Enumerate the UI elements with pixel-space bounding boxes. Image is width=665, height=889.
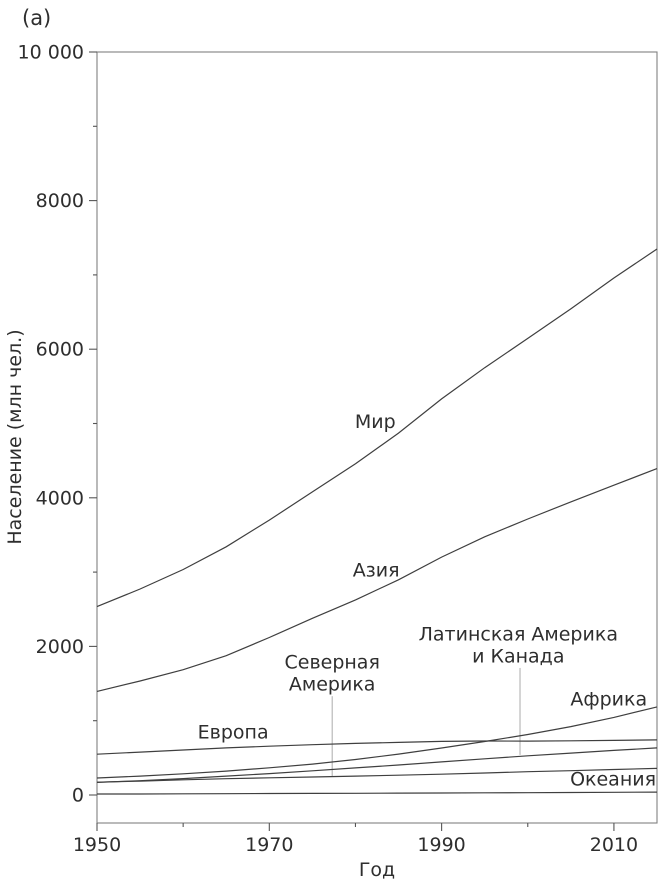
series-labels [198,411,656,791]
series-line-europe [97,740,657,754]
y-tick-label: 6000 [35,338,84,361]
x-tick-label: 1990 [417,834,466,856]
series-label-europe: Европа [197,721,269,744]
y-axis-title: Население (млн чел.) [4,329,26,545]
y-tick-label: 8000 [35,190,84,213]
panel-label: (a) [22,6,52,30]
series-label-asia: Азия [352,559,400,582]
y-tick-label: 2000 [35,635,84,658]
series-line-oceania [97,792,657,794]
series-label-latin-america-canada: Латинская Америка и Канада [418,623,618,668]
y-tick-label: 0 [71,784,84,807]
axis-ticks [89,52,614,831]
series-label-north-america: Северная Америка [284,651,380,696]
x-tick-label: 2010 [589,834,639,856]
axis-tick-labels [18,42,639,857]
series-label-world: Мир [354,410,396,433]
x-tick-label: 1970 [245,834,294,856]
x-tick-label: 1950 [72,834,122,856]
y-tick-label: 10 000 [17,41,84,64]
y-tick-label: 4000 [35,487,84,510]
series-label-africa: Африка [570,688,648,711]
series-lines [97,249,657,794]
x-axis-title: Год [358,859,396,881]
series-label-oceania: Океания [570,768,657,791]
